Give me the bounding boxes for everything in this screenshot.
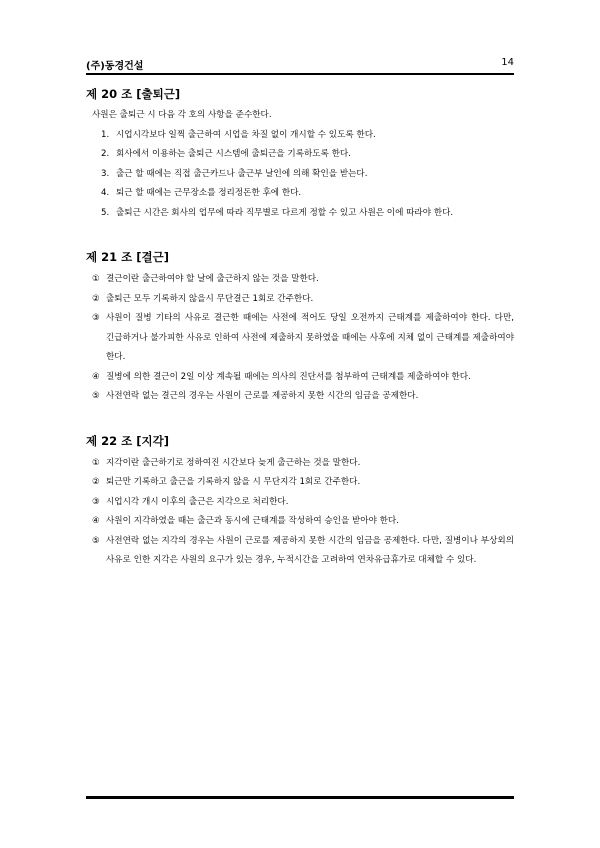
list-item (86, 368, 514, 388)
list-item (86, 126, 514, 146)
item-text: 사원이 질병 기타의 사유로 결근한 때에는 사전에 적어도 당일 오전까지 근태계를 제출하여야 한다. 다만, 긴급하거나 불가피한 사유로 인하여 사전에 제출하지 못하였을 때에는 사후에 지체 없이 근태계를 제출하여야 한다. (106, 313, 514, 362)
article-title: 제 22 조 [지각] (86, 433, 169, 448)
item-number: 1. (101, 129, 110, 140)
list-item (86, 290, 514, 310)
article-22 (86, 432, 514, 571)
list-item (86, 165, 514, 185)
item-number: ② (92, 477, 100, 487)
document-body (86, 85, 514, 571)
article-20 (86, 85, 514, 223)
list-item (86, 387, 514, 407)
list-item (86, 145, 514, 165)
article-21 (86, 248, 514, 407)
article-title: 제 21 조 [결근] (86, 250, 169, 264)
item-text: 시업시각보다 일찍 출근하여 시업을 차질 없이 개시할 수 있도록 한다. (116, 129, 376, 140)
item-number: 5. (101, 207, 110, 218)
list-item (86, 512, 514, 532)
item-text: 사전연락 없는 지각의 경우는 사원이 근로를 제공하지 못한 시간의 임금을 공제한다. 다만, 질병이나 부상외의 사유로 인한 지각은 사원의 요구가 있는 경우, 누적시간을 고려하여 연차유급휴가로 대체할 수 있다. (106, 535, 514, 565)
item-text: 결근이란 출근하여야 할 날에 출근하지 않는 것을 말한다. (106, 274, 319, 284)
list-item (86, 532, 514, 571)
item-text: 지각이란 출근하기로 정하여진 시간보다 늦게 출근하는 것을 말한다. (106, 457, 361, 468)
article-intro: 사원은 출퇴근 시 다음 각 호의 사항을 준수한다. (92, 110, 272, 120)
item-text: 출근 할 때에는 직접 출근카드나 출근부 날인에 의해 확인을 받는다. (116, 168, 368, 179)
item-text: 퇴근 할 때에는 근무장소를 정리정돈한 후에 한다. (116, 188, 302, 198)
item-number: 3. (101, 168, 110, 179)
item-number: ⑤ (92, 535, 100, 546)
item-text: 사전연락 없는 결근의 경우는 사원이 근로를 제공하지 못한 시간의 임금을 공제한다. (106, 391, 419, 401)
item-number: 4. (101, 188, 110, 198)
list-item (86, 493, 514, 513)
list-item (86, 454, 514, 474)
item-number: ④ (92, 516, 100, 526)
article-title: 제 20 조 [출퇴근] (86, 87, 181, 101)
page-header (86, 57, 514, 73)
footer-divider (86, 796, 514, 799)
item-text: 질병에 의한 결근이 2일 이상 계속될 때에는 의사의 진단서를 첨부하여 근태계를 제출하여야 한다. (106, 371, 471, 382)
header-divider (86, 73, 514, 75)
item-number: ⑤ (92, 391, 100, 401)
item-text: 출퇴근 모두 기록하지 않을시 무단결근 1회로 간주한다. (106, 293, 314, 304)
item-text: 회사에서 이용하는 출퇴근 시스템에 출퇴근을 기록하도록 한다. (116, 149, 351, 159)
item-number: ② (92, 293, 100, 304)
list-item (86, 473, 514, 493)
company-name: (주)동경건설 (86, 61, 144, 72)
page-number: 14 (501, 57, 514, 68)
item-number: 2. (101, 149, 110, 159)
item-number: ④ (92, 371, 100, 382)
item-text: 사원이 지각하였을 때는 출근과 동시에 근태계를 작성하여 승인을 받아야 한다. (106, 516, 399, 526)
list-item (86, 184, 514, 204)
item-number: ① (92, 457, 100, 468)
item-number: ③ (92, 496, 100, 507)
list-item (86, 204, 514, 224)
item-text: 퇴근만 기록하고 출근을 기록하지 않을 시 무단지각 1회로 간주한다. (106, 477, 361, 487)
item-number: ① (92, 274, 100, 284)
item-text: 출퇴근 시간은 회사의 업무에 따라 직무별로 다르게 정할 수 있고 사원은 이에 따라야 한다. (116, 207, 454, 218)
item-text: 시업시각 개시 이후의 출근은 지각으로 처리한다. (106, 496, 289, 507)
list-item (86, 270, 514, 290)
list-item (86, 309, 514, 368)
item-number: ③ (92, 313, 100, 323)
